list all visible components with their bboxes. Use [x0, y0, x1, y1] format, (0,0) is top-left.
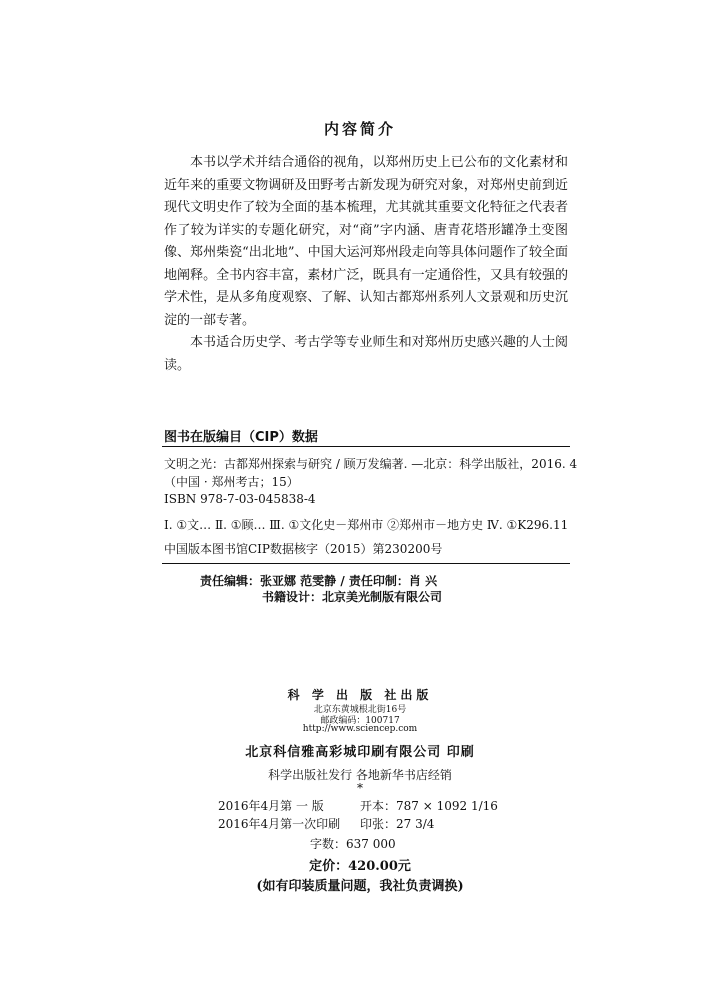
summary-paragraph-1: 本书以学术并结合通俗的视角，以郑州历史上已公布的文化素材和近年来的重要文物调研及田野考古新发现为研究对象，对郑州史前到近现代文明史作了较为全面的基本梳理，尤其就其重要文化特征之代表者作了较为详实的专题化研究，对“商”字内涵、唐青花塔形罐净土变图像、郑州柴瓷“出北地”、中国大运河郑州段走向等具体问题作了较全面地阐释。全书内容丰富，素材广泛，既具有一定通俗性，又具有较强的学术性，是从多角度观察、了解、认知古都郑州系列人文景观和历史沉淀的一部专著。	[164, 155, 568, 328]
edition-line: 2016年4月第 一 版	[218, 799, 324, 813]
responsible-editors: 责任编辑：张亚娜 范雯静 / 责任印制：肖 兴	[200, 574, 438, 588]
word-count: 字数：637 000	[310, 837, 396, 851]
summary-body	[164, 152, 568, 377]
publisher-postcode: 邮政编码：100717	[320, 716, 400, 726]
cip-heading: 图书在版编目（CIP）数据	[164, 430, 318, 445]
publisher-address: 北京东黄城根北街16号	[313, 705, 407, 715]
format-line: 开本：787 × 1092 1/16	[360, 799, 498, 813]
price-line: 定价：420.00元	[309, 859, 411, 874]
quality-notice: (如有印装质量问题，我社负责调换)	[256, 879, 464, 894]
cip-top-rule	[162, 446, 570, 447]
cip-record-number: 中国版本图书馆CIP数据核字（2015）第230200号	[164, 542, 443, 556]
distribution-line: 科学出版社发行 各地新华书店经销	[268, 768, 452, 782]
cip-classification: Ⅰ. ①文… Ⅱ. ①顾… Ⅲ. ①文化史－郑州市 ②郑州市－地方史 Ⅳ. ①K296.11	[164, 518, 569, 532]
printing-line: 2016年4月第一次印刷	[218, 817, 341, 831]
separator-star: *	[357, 781, 363, 795]
sheets-line: 印张：27 3/4	[360, 817, 435, 831]
summary-title: 内容简介	[323, 120, 396, 138]
cip-title-line: 文明之光：古都郑州探索与研究 / 顾万发编著. —北京：科学出版社，2016. 4	[164, 457, 578, 471]
printer-line: 北京科信雅高彩城印刷有限公司 印刷	[245, 745, 475, 760]
cip-series-line: （中国 · 郑州考古；15）	[164, 475, 299, 489]
cip-bottom-rule	[162, 563, 570, 564]
publisher-website: http://www.sciencep.com	[302, 724, 418, 734]
publisher-line: 科 学 出 版 社出版	[287, 688, 433, 702]
cip-isbn: ISBN 978-7-03-045838-4	[164, 492, 316, 506]
summary-paragraph-2: 本书适合历史学、考古学等专业师生和对郑州历史感兴趣的人士阅读。	[164, 335, 568, 373]
book-design-credit: 书籍设计：北京美光制版有限公司	[262, 590, 443, 604]
